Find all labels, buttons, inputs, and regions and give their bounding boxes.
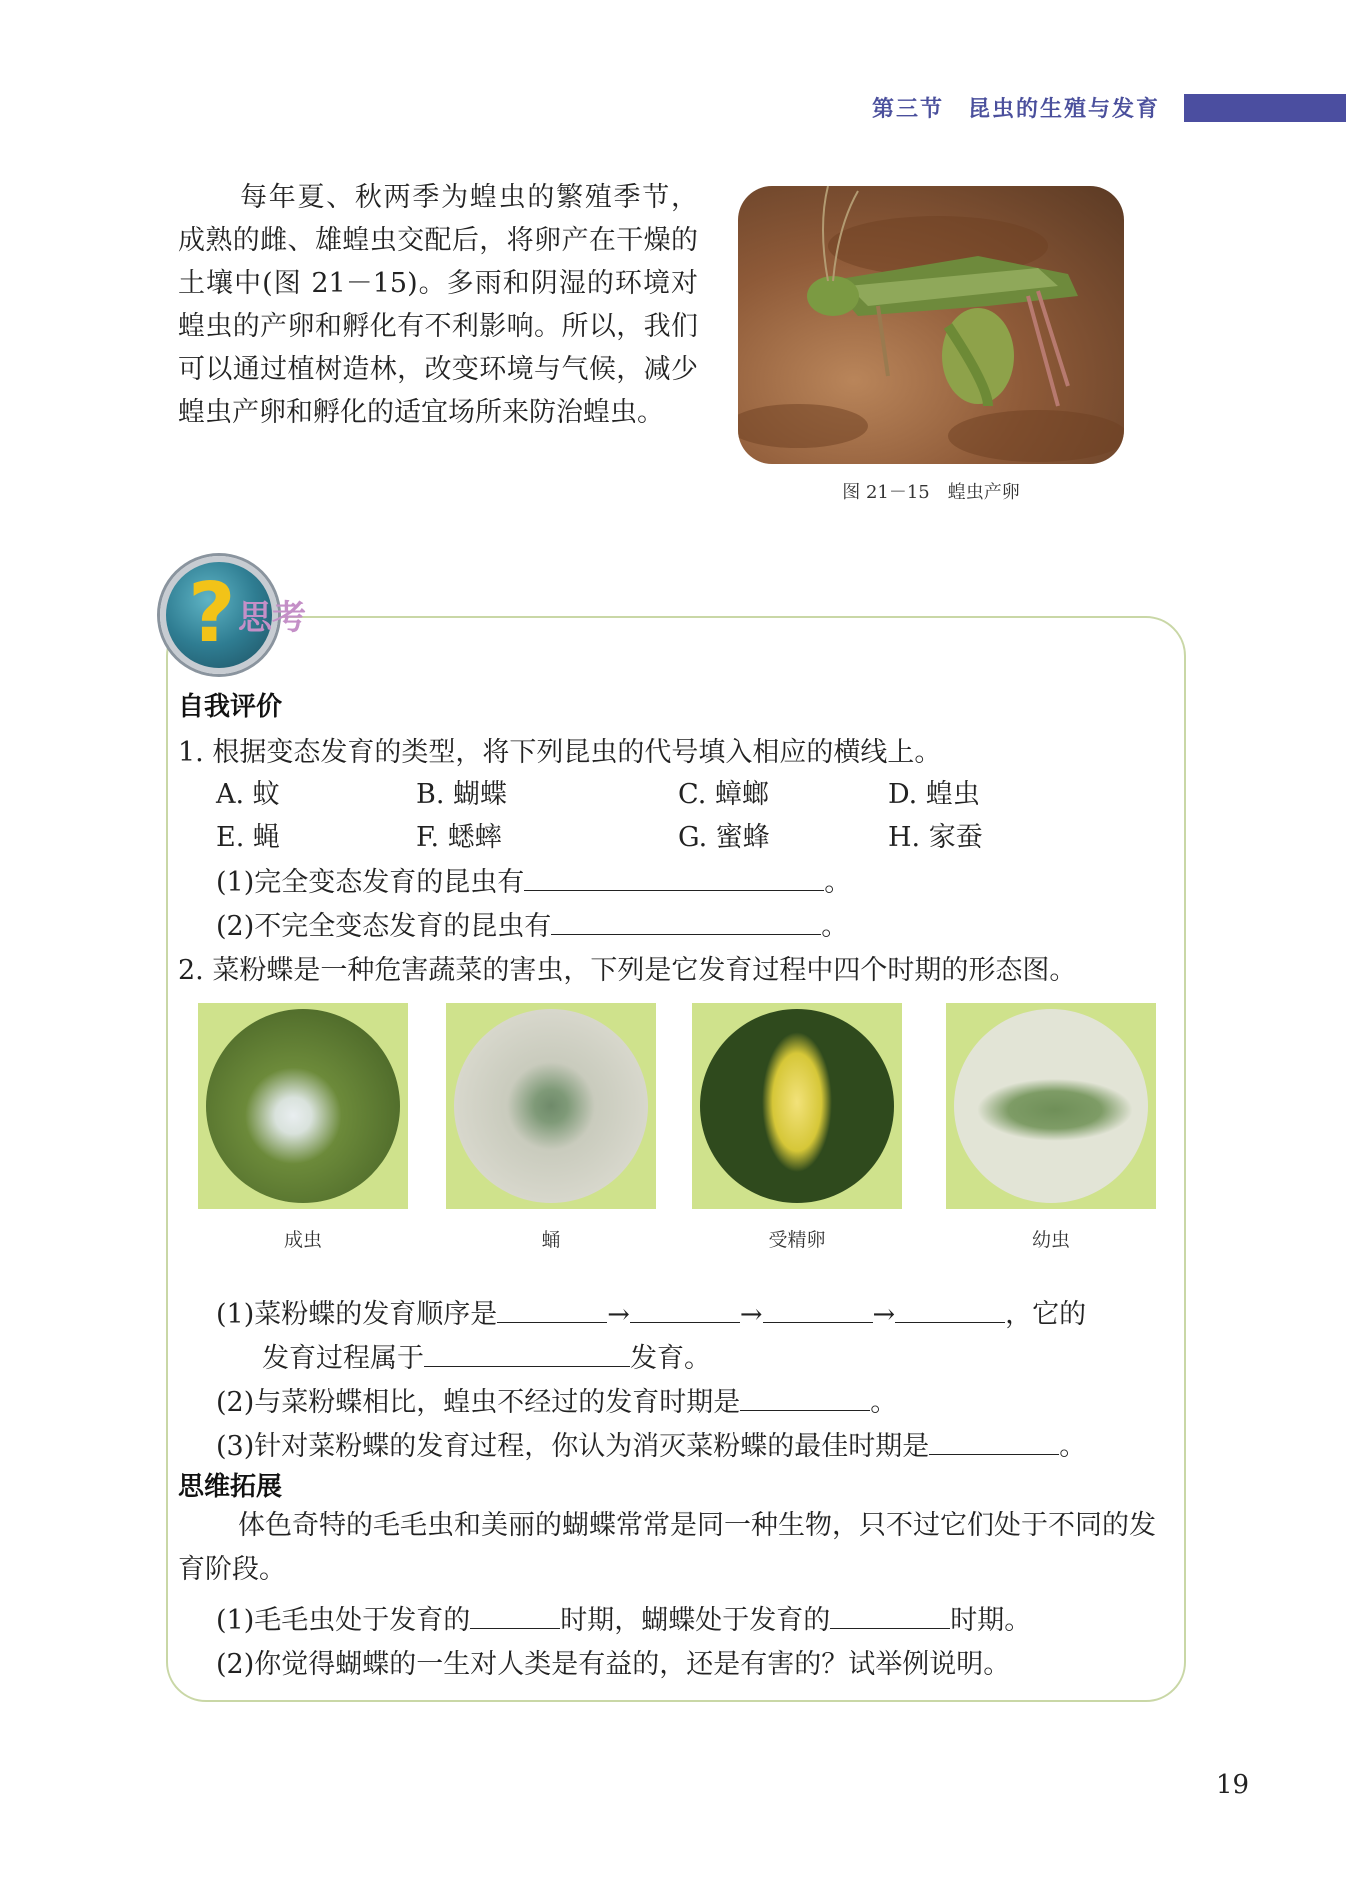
q2-sub1-blank-4[interactable] (895, 1296, 1005, 1323)
intro-paragraph: 每年夏、秋两季为蝗虫的繁殖季节，成熟的雌、雄蝗虫交配后，将卵产在干燥的土壤中(图 21－15)。多雨和阴湿的环境对蝗虫的产卵和孵化有不利影响。所以，我们可以通过植树造林，改变环境与气候，减少蝗虫产卵和孵化的适宜场所来防治蝗虫。 (178, 182, 698, 428)
stage-caption-pupa: 蛹 (541, 1229, 561, 1251)
header-bar (1184, 94, 1346, 122)
q2-sub1-text: (1)菜粉蝶的发育顺序是 (216, 1299, 498, 1330)
extend-sub2: (2)你觉得蝴蝶的一生对人类是有益的，还是有害的？试举例说明。 (216, 1649, 1011, 1680)
q2-sub1-blank-5[interactable] (424, 1340, 630, 1367)
option-f: F. 蟋蟀 (416, 822, 502, 853)
q2-text: 2. 菜粉蝶是一种危害蔬菜的害虫，下列是它发育过程中四个时期的形态图。 (178, 955, 1077, 986)
q2-sub2-blank[interactable] (740, 1384, 870, 1411)
q1-sub1-end: 。 (824, 867, 852, 898)
stage-caption-egg: 受精卵 (768, 1229, 826, 1251)
stage-photo-pupa (446, 1003, 656, 1209)
option-c: C. 蟑螂 (678, 779, 769, 810)
q1-sub2-blank[interactable] (551, 908, 821, 935)
option-b: B. 蝴蝶 (416, 779, 508, 810)
stage-photo-adult (198, 1003, 408, 1209)
page-number: 19 (1216, 1770, 1250, 1800)
self-eval-heading: 自我评价 (178, 692, 283, 722)
q2-sub2-end: 。 (870, 1387, 898, 1418)
q2-sub1-blank-3[interactable] (763, 1296, 873, 1323)
q2-sub1-cont-text: 发育过程属于 (262, 1343, 424, 1374)
q2-sub2 (216, 1380, 897, 1419)
extend-sub1-end: 时期。 (950, 1605, 1032, 1636)
q2-sub1-blank-2[interactable] (630, 1296, 740, 1323)
q1-sub2 (216, 904, 848, 943)
locust-photo (738, 186, 1124, 464)
option-h: H. 家蚕 (888, 822, 983, 853)
stage-photo-egg (692, 1003, 902, 1209)
option-g: G. 蜜蜂 (678, 822, 770, 853)
egg-image (700, 1009, 894, 1203)
q2-sub1-cont-end: 发育。 (630, 1343, 711, 1374)
option-a: A. 蚊 (216, 779, 280, 810)
q1-sub2-text: (2)不完全变态发育的昆虫有 (216, 911, 552, 942)
extend-paragraph: 体色奇特的毛毛虫和美丽的蝴蝶常常是同一种生物，只不过它们处于不同的发育阶段。 (178, 1510, 1156, 1585)
think-label: 思考 (238, 598, 306, 638)
q2-sub1-cont (262, 1336, 711, 1375)
arrow-icon: → (872, 1299, 896, 1330)
figure-caption: 图 21－15 蝗虫产卵 (842, 482, 1020, 503)
q2-sub2-text: (2)与菜粉蝶相比，蝗虫不经过的发育时期是 (216, 1387, 741, 1418)
pupa-image (454, 1009, 648, 1203)
extend-sub1-blank-1[interactable] (470, 1602, 560, 1629)
adult-butterfly-image (206, 1009, 400, 1203)
q2-sub3-text: (3)针对菜粉蝶的发育过程，你认为消灭菜粉蝶的最佳时期是 (216, 1431, 930, 1462)
extend-sub1-mid: 时期，蝴蝶处于发育的 (560, 1605, 831, 1636)
extend-sub1-blank-2[interactable] (830, 1602, 950, 1629)
stage-caption-adult: 成虫 (283, 1229, 322, 1251)
q2-sub3 (216, 1424, 1086, 1463)
stage-caption-larva: 幼虫 (1031, 1229, 1070, 1251)
option-d: D. 蝗虫 (888, 779, 980, 810)
extend-sub1-text: (1)毛毛虫处于发育的 (216, 1605, 471, 1636)
option-e: E. 蝇 (216, 822, 280, 853)
q1-sub1-text: (1)完全变态发育的昆虫有 (216, 867, 525, 898)
arrow-icon: → (739, 1299, 763, 1330)
q1-sub1 (216, 860, 851, 899)
extend-heading: 思维拓展 (178, 1472, 283, 1502)
arrow-icon: → (607, 1299, 630, 1330)
q2-sub3-end: 。 (1059, 1431, 1087, 1462)
q1-sub1-blank[interactable] (524, 864, 824, 891)
q2-sub1-tail: ，它的 (1005, 1299, 1087, 1330)
larva-image (954, 1009, 1148, 1203)
q2-sub1-blank-1[interactable] (497, 1296, 607, 1323)
q2-sub3-blank[interactable] (929, 1428, 1059, 1455)
question-mark: ? (188, 566, 236, 661)
header-title: 第三节 昆虫的生殖与发育 (872, 97, 1161, 122)
extend-sub1 (216, 1598, 1031, 1637)
q1-sub2-end: 。 (821, 911, 849, 942)
locust-illustration (738, 186, 1124, 464)
q2-sub1 (216, 1292, 1086, 1331)
q1-text: 1. 根据变态发育的类型，将下列昆虫的代号填入相应的横线上。 (178, 737, 942, 768)
stage-photo-larva (946, 1003, 1156, 1209)
